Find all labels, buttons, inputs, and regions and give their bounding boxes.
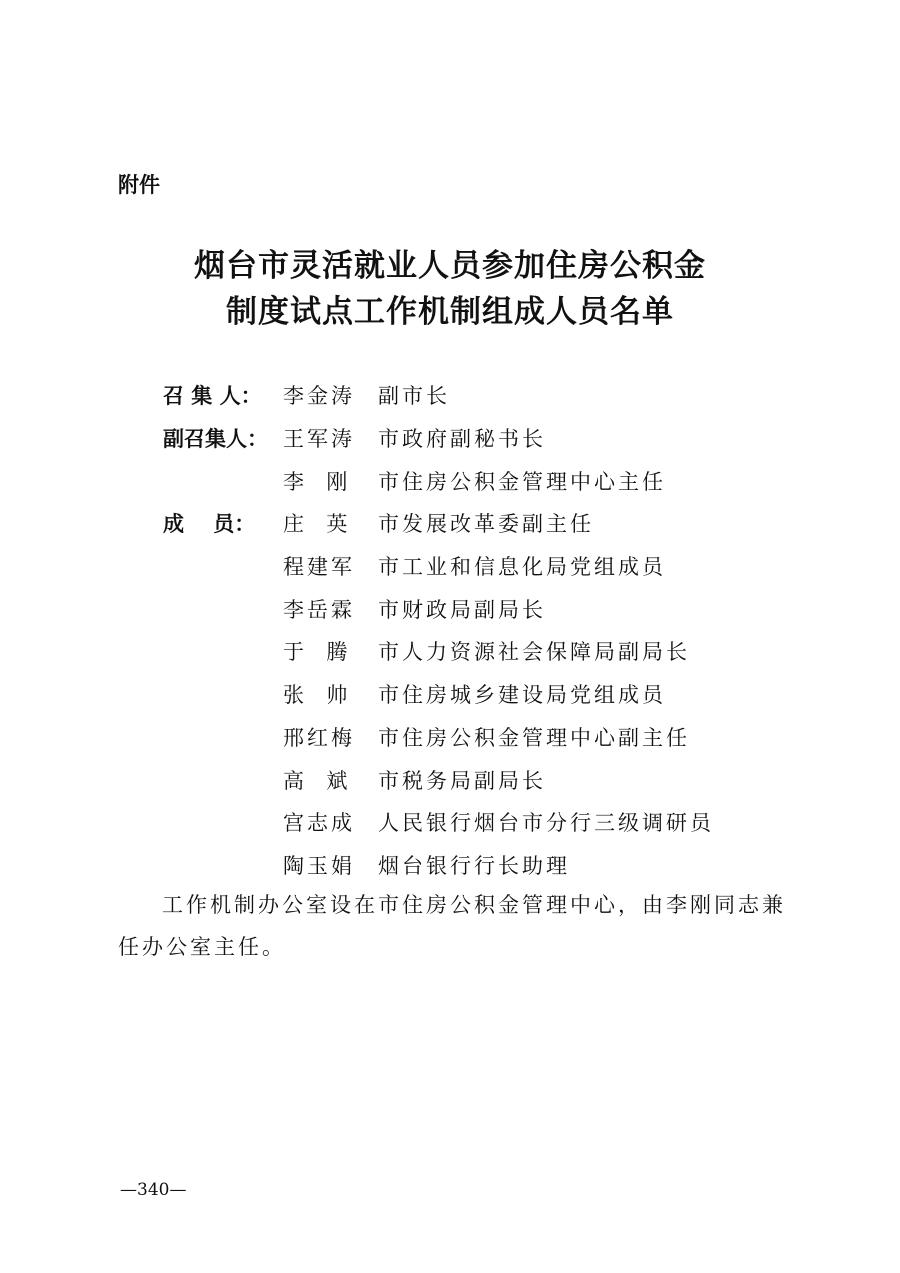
roster-row xyxy=(163,801,714,844)
roster-post: 市住房公积金管理中心副主任 xyxy=(378,725,690,750)
roster-name: 张 帅 xyxy=(283,683,351,708)
roster-row xyxy=(163,844,714,887)
roster-role: 成 员： xyxy=(163,512,256,537)
roster-name: 程建军 xyxy=(283,555,355,580)
roster-post: 烟台银行行长助理 xyxy=(378,853,570,878)
roster-name: 邢红梅 xyxy=(283,725,355,750)
roster-post: 市税务局副局长 xyxy=(378,768,546,793)
roster-post: 市住房城乡建设局党组成员 xyxy=(378,683,666,708)
roster-row xyxy=(163,417,714,460)
roster-row xyxy=(163,587,714,630)
roster-post: 市财政局副局长 xyxy=(378,597,546,622)
roster-row xyxy=(163,374,714,417)
roster-role: 副召集人： xyxy=(163,427,268,452)
member-roster xyxy=(163,374,714,886)
roster-role: 召 集 人： xyxy=(163,384,262,409)
roster-name: 李金涛 xyxy=(283,384,355,409)
roster-name: 李岳霖 xyxy=(283,597,355,622)
roster-row xyxy=(163,545,714,588)
page-number: —340— xyxy=(120,1180,187,1200)
roster-row xyxy=(163,630,714,673)
roster-post: 副市长 xyxy=(378,384,450,409)
office-note: 工作机制办公室设在市住房公积金管理中心，由李刚同志兼任办公室主任。 xyxy=(118,893,786,959)
title-line-1: 烟台市灵活就业人员参加住房公积金 xyxy=(194,248,706,284)
roster-row xyxy=(163,459,714,502)
roster-name: 庄 英 xyxy=(283,512,351,537)
roster-row xyxy=(163,673,714,716)
roster-row xyxy=(163,716,714,759)
title-line-2: 制度试点工作机制组成人员名单 xyxy=(226,294,674,330)
attachment-label: 附件 xyxy=(118,173,160,197)
roster-name: 高 斌 xyxy=(283,768,351,793)
document-title xyxy=(0,243,900,335)
roster-name: 于 腾 xyxy=(283,640,351,665)
roster-post: 市住房公积金管理中心主任 xyxy=(378,469,666,494)
roster-post: 市发展改革委副主任 xyxy=(378,512,594,537)
roster-post: 市人力资源社会保障局副局长 xyxy=(378,640,690,665)
roster-post: 人民银行烟台市分行三级调研员 xyxy=(378,811,714,836)
roster-post: 市工业和信息化局党组成员 xyxy=(378,555,666,580)
roster-row xyxy=(163,758,714,801)
roster-name: 李 刚 xyxy=(283,469,351,494)
roster-name: 王军涛 xyxy=(283,427,355,452)
roster-post: 市政府副秘书长 xyxy=(378,427,546,452)
roster-row xyxy=(163,502,714,545)
roster-name: 陶玉娟 xyxy=(283,853,355,878)
roster-name: 宫志成 xyxy=(283,811,355,836)
